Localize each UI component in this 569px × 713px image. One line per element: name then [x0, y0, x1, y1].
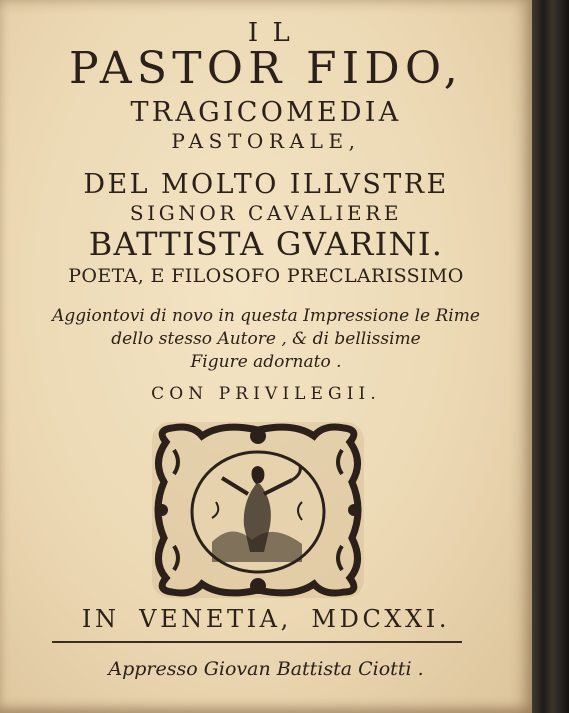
printers-device-woodcut-icon [152, 422, 364, 598]
edition-note-line-1: Aggiontovi di novo in questa Impressione le Rime [52, 306, 480, 326]
edition-note-line-3: Figure adornato . [190, 352, 342, 372]
author-name: BATTISTA GVARINI. [88, 225, 444, 263]
author-epithet: POETA, E FILOSOFO PRECLARISSIMO [68, 265, 464, 287]
book-edge [529, 0, 569, 713]
imprint-place-date: IN VENETIA, MDCXXI. [81, 605, 451, 633]
printer-line: Appresso Giovan Battista Ciotti . [108, 658, 424, 680]
genre-line-2: PASTORALE, [171, 129, 361, 153]
book-title: PASTOR FIDO, [68, 43, 464, 94]
edition-note-line-2: dello stesso Autore , & di bellissime [111, 329, 421, 349]
author-title-line: SIGNOR CAVALIERE [129, 201, 403, 225]
genre-line-1: TRAGICOMEDIA [130, 97, 402, 128]
title-article: IL [247, 18, 305, 48]
imprint-rule [52, 641, 462, 643]
privilege-line: CON PRIVILEGII. [151, 384, 381, 404]
author-intro-line: DEL MOLTO ILLVSTRE [83, 169, 449, 200]
